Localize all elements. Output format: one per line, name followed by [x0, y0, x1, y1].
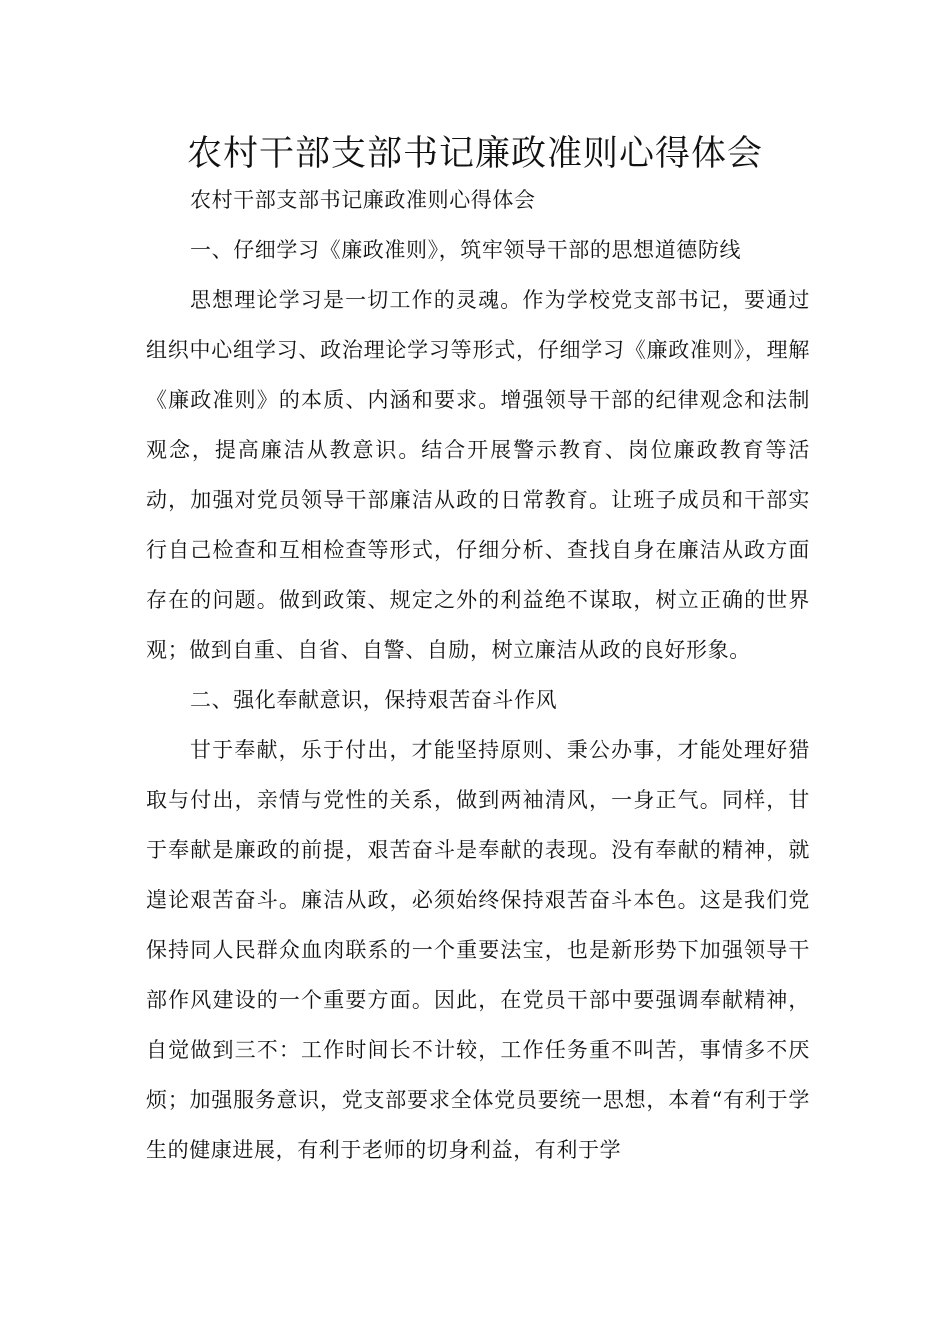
paragraph-body-2: 甘于奉献，乐于付出，才能坚持原则、秉公办事，才能处理好猎取与付出，亲情与党性的关系，做到两袖清风，一身正气。同样，甘于奉献是廉政的前提，艰苦奋斗是奉献的表现。没有奉献的精神，就遑论艰苦奋斗。廉洁从政，必须始终保持艰苦奋斗本色。这是我们党保持同人民群众血肉联系的一个重要法宝，也是新形势下加强领导干部作风建设的一个重要方面。因此，在党员干部中要强调奉献精神，自觉做到三不：工作时间长不计较，工作任务重不叫苦，事情多不厌烦；加强服务意识，党支部要求全体党员要统一思想，本着“有利于学生的健康进展，有利于老师的切身利益，有利于学	[146, 738, 810, 1162]
document-body	[146, 175, 810, 1175]
paragraph-body-1: 思想理论学习是一切工作的灵魂。作为学校党支部书记，要通过组织中心组学习、政治理论学习等形式，仔细学习《廉政准则》，理解《廉政准则》的本质、内涵和要求。增强领导干部的纪律观念和法制观念，提高廉洁从教意识。结合开展警示教育、岗位廉政教育等活动，加强对党员领导干部廉洁从政的日常教育。让班子成员和干部实行自己检查和互相检查等形式，仔细分析、查找自身在廉洁从政方面存在的问题。做到政策、规定之外的利益绝不谋取，树立正确的世界观；做到自重、自省、自警、自励，树立廉洁从政的良好形象。	[146, 288, 810, 662]
paragraph-subtitle: 农村干部支部书记廉政准则心得体会	[190, 188, 536, 212]
section-heading-2: 二、强化奉献意识，保持艰苦奋斗作风	[190, 688, 558, 712]
document-title: 农村干部支部书记廉政准则心得体会	[186, 134, 763, 174]
section-heading-1: 一、仔细学习《廉政准则》，筑牢领导干部的思想道德防线	[190, 238, 742, 262]
